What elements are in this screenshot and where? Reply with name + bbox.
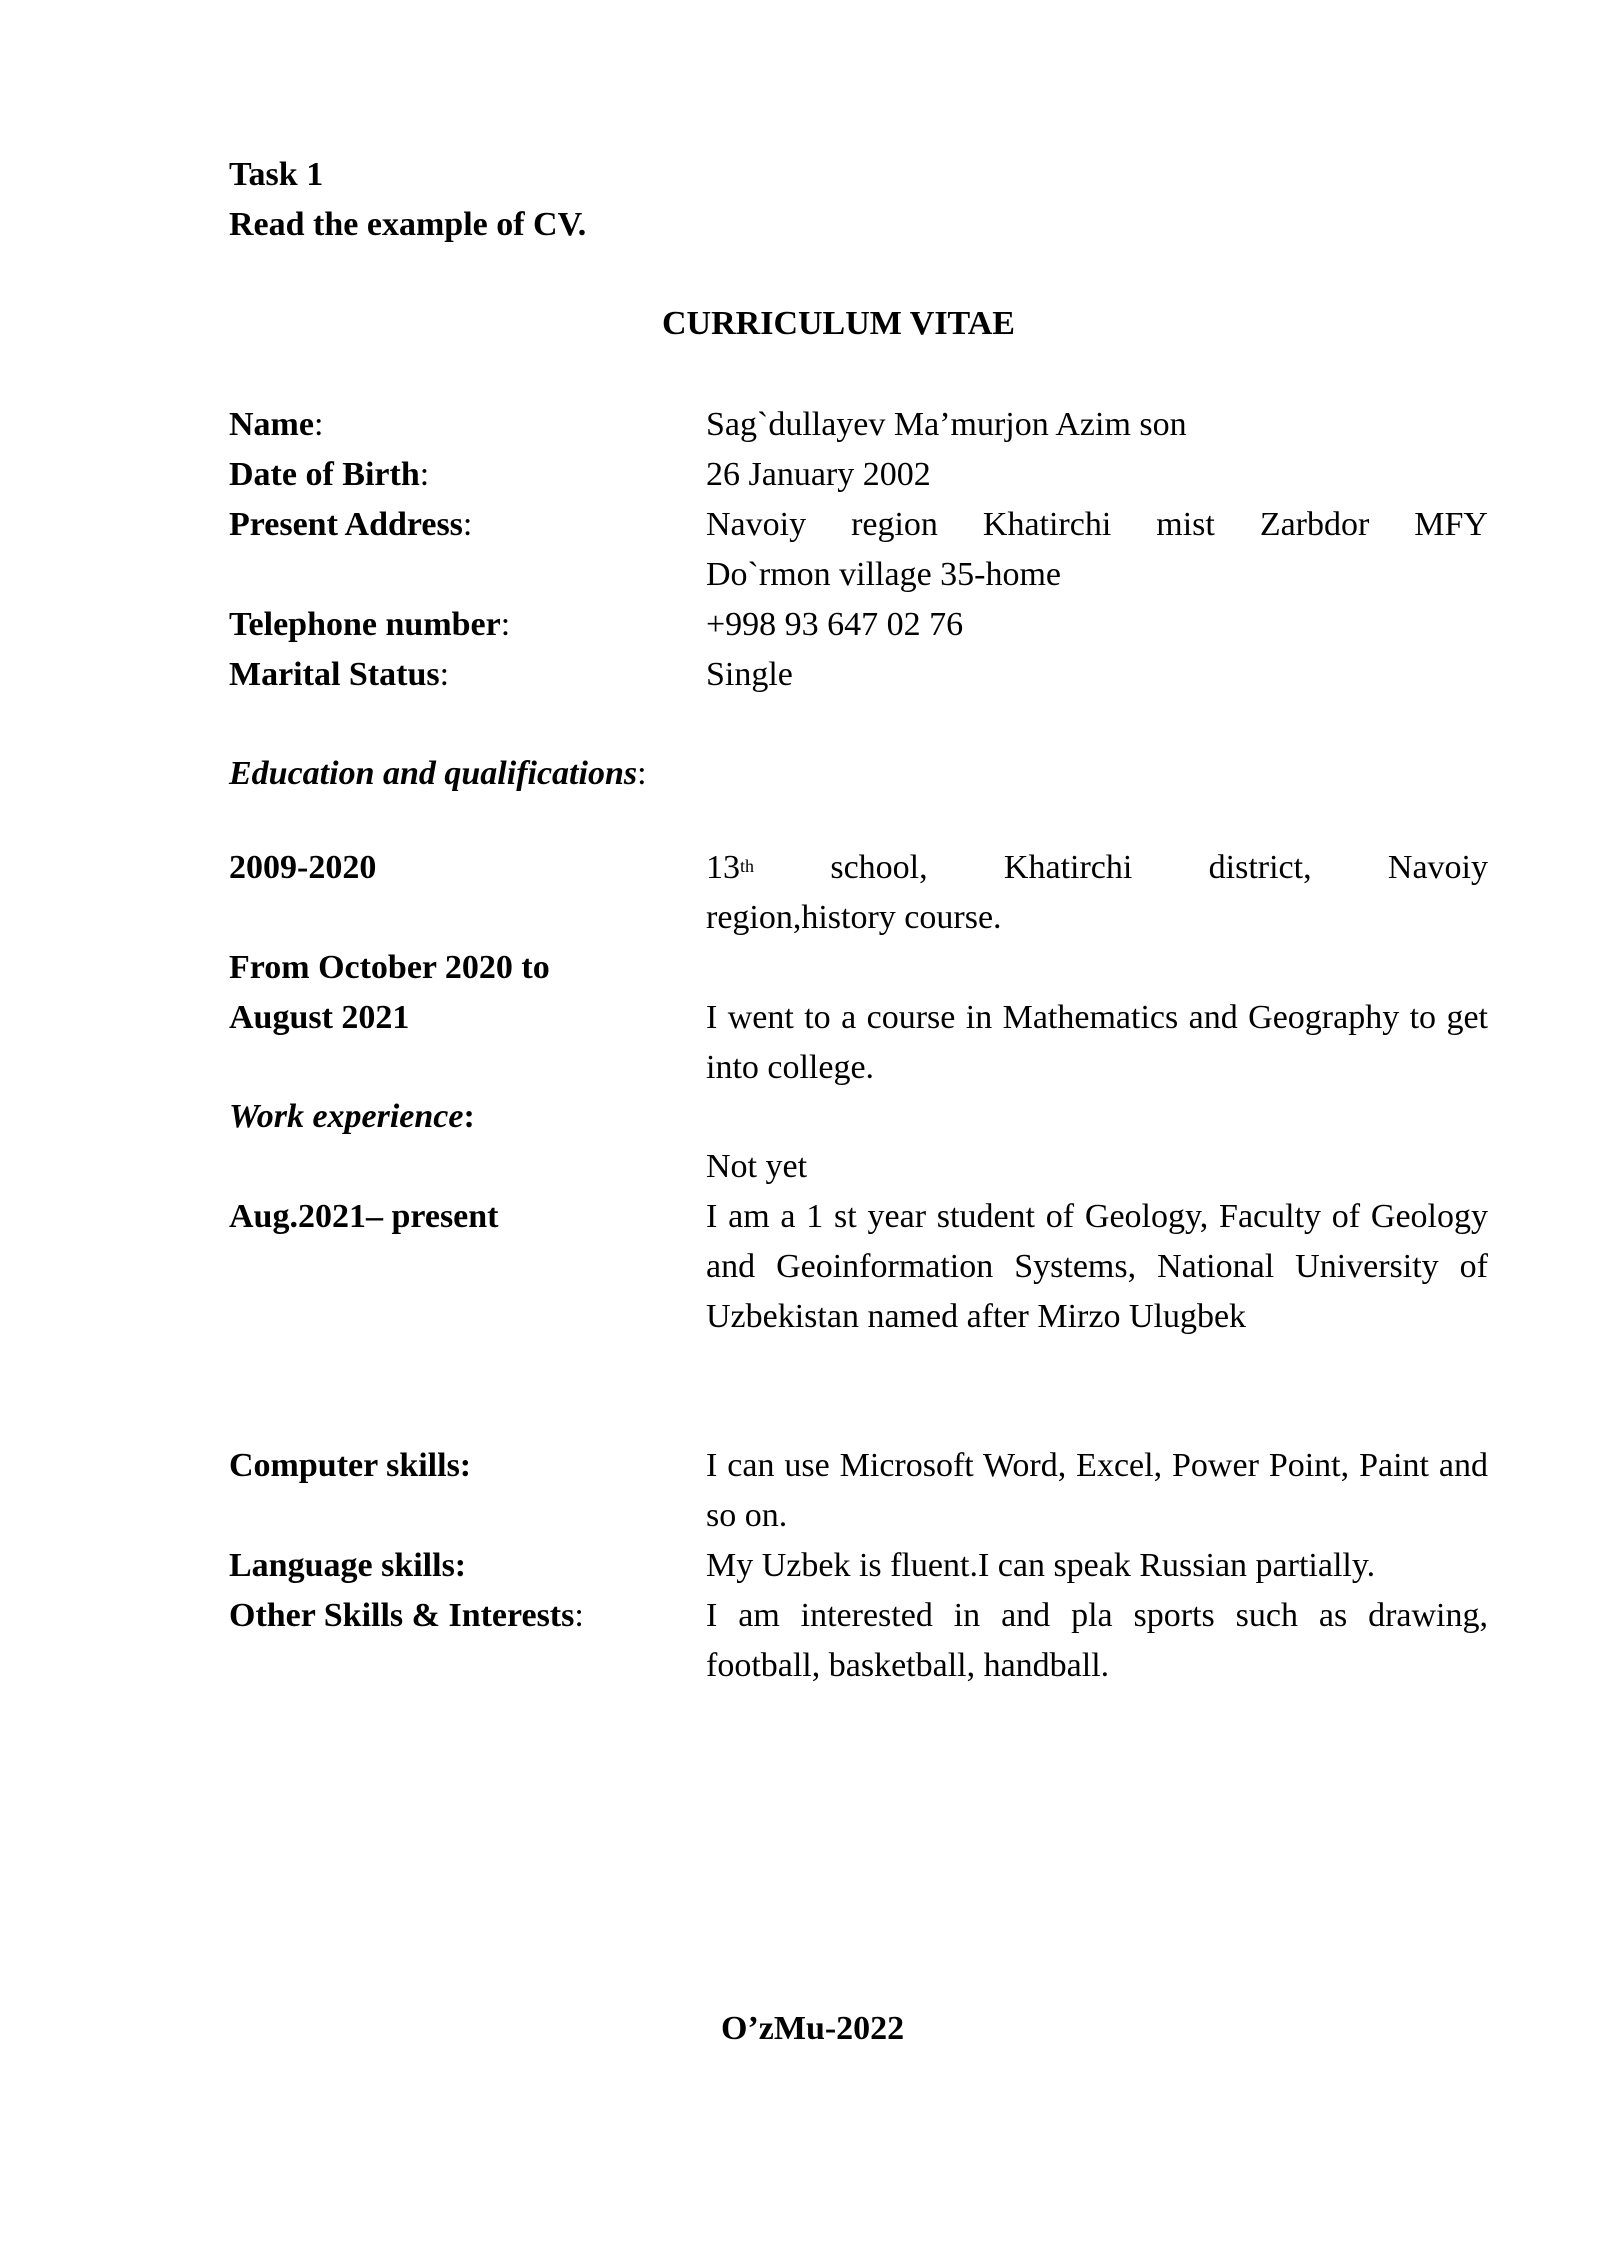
work-section-label: Work experience (229, 1098, 464, 1135)
language-skills-value: My Uzbek is fluent.I can speak Russian partially. (706, 1547, 1376, 1584)
marital-label: Marital Status (229, 656, 440, 693)
education-entry-1-line-2: region,history course. (706, 899, 1002, 936)
task-instruction: Read the example of CV. (229, 206, 587, 243)
education-entry-1-rest: school, Khatirchi district, Navoiy (830, 849, 1489, 886)
name-label-row: Name: (229, 406, 324, 443)
cv-heading: CURRICULUM VITAE (662, 305, 1015, 342)
footer-text: O’zMu-2022 (721, 2010, 905, 2047)
education-entry-1-line-1 (706, 843, 1488, 893)
current-text: I am a 1 st year student of Geology, Faculty of Geology and Geoinformation Systems, National University of Uzbekistan named after Mirzo Ulugbek (706, 1198, 1488, 1335)
address-label-row: Present Address: (229, 506, 473, 543)
marital-label-row: Marital Status: (229, 656, 450, 693)
address-line-2: Do`rmon village 35-home (706, 556, 1062, 593)
computer-skills-value: I can use Microsoft Word, Excel, Power Point, Paint and so on. (706, 1447, 1488, 1534)
phone-label-row: Telephone number: (229, 606, 511, 643)
work-section-row: Work experience: (229, 1098, 475, 1135)
dob-value: 26 January 2002 (706, 456, 931, 493)
education-entry-1-ordinal: th (740, 856, 755, 876)
other-skills-label-row: Other Skills & Interests: (229, 1597, 584, 1634)
current-period: Aug.2021– present (229, 1198, 499, 1235)
education-entry-2-text: I went to a course in Mathematics and Geography to get into college. (706, 999, 1488, 1086)
education-period-2-line-1: From October 2020 to (229, 949, 550, 986)
education-section-label: Education and qualifications (229, 755, 638, 792)
other-skills-value: I am interested in and pla sports such as drawing, football, basketball, handball. (706, 1597, 1488, 1684)
work-value: Not yet (706, 1148, 808, 1185)
other-skills-label: Other Skills & Interests (229, 1597, 575, 1634)
education-period-1: 2009-2020 (229, 849, 377, 886)
phone-label: Telephone number (229, 606, 501, 643)
dob-label: Date of Birth (229, 456, 420, 493)
computer-skills-label: Computer skills: (229, 1447, 472, 1484)
marital-value: Single (706, 656, 793, 693)
address-label: Present Address (229, 506, 463, 543)
name-value: Sag`dullayev Ma’murjon Azim son (706, 406, 1187, 443)
name-label: Name (229, 406, 314, 443)
address-line-1: Navoiy region Khatirchi mist Zarbdor MFY (706, 506, 1488, 543)
dob-label-row: Date of Birth: (229, 456, 430, 493)
education-section-row: Education and qualifications: (229, 755, 647, 792)
education-period-2-line-2: August 2021 (229, 999, 410, 1036)
task-title: Task 1 (229, 156, 324, 193)
education-entry-1-number: 13 (706, 849, 740, 886)
language-skills-label: Language skills: (229, 1547, 467, 1584)
phone-value: +998 93 647 02 76 (706, 606, 964, 643)
